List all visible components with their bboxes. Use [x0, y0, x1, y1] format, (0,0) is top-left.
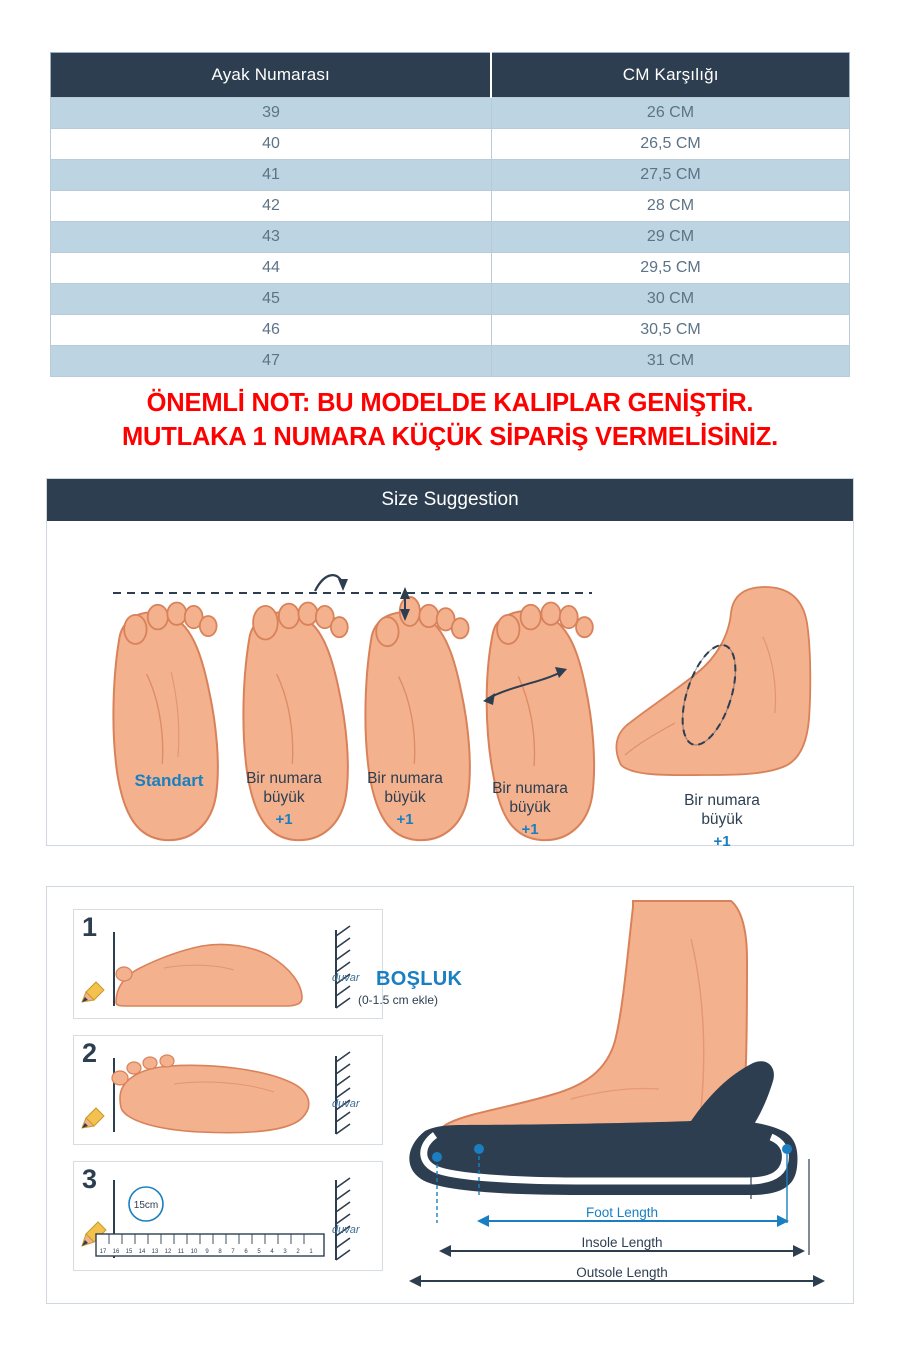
insole-length-label: Insole Length — [507, 1235, 737, 1250]
size-suggestion-title: Size Suggestion — [47, 479, 853, 521]
foot-side-instep — [616, 587, 810, 775]
svg-text:14: 14 — [138, 1249, 146, 1255]
gap-title: BOŞLUK — [376, 968, 463, 990]
foot-label-3-line1: Bir numara — [367, 770, 443, 787]
table-row — [51, 284, 850, 315]
foot-label-3 — [340, 769, 470, 829]
svg-text:13: 13 — [151, 1249, 159, 1255]
svg-text:2: 2 — [296, 1249, 300, 1255]
table-row — [51, 253, 850, 284]
cell-size: 47 — [51, 346, 492, 377]
svg-text:12: 12 — [164, 1249, 172, 1255]
foot-sole-view-2 — [120, 1065, 309, 1132]
ruler-badge-text: 15cm — [133, 1200, 159, 1211]
foot-label-5-plus: +1 — [713, 833, 731, 850]
svg-text:16: 16 — [112, 1249, 120, 1255]
step-3-diagram — [74, 1162, 382, 1270]
size-conversion-table — [50, 52, 850, 377]
cell-size: 43 — [51, 222, 492, 253]
gap-subtitle: (0-1.5 cm ekle) — [358, 993, 439, 1007]
cell-size: 45 — [51, 284, 492, 315]
foot-label-2-line2: büyük — [263, 789, 305, 806]
foot-label-2-line1: Bir numara — [246, 770, 322, 787]
table-row — [51, 346, 850, 377]
table-row — [51, 129, 850, 160]
table-header-row — [51, 53, 850, 98]
foot-label-2-plus: +1 — [275, 811, 293, 828]
foot-label-5 — [647, 791, 797, 851]
svg-text:9: 9 — [205, 1249, 209, 1255]
step-box-3 — [73, 1161, 383, 1271]
cell-size: 44 — [51, 253, 492, 284]
foot-label-4-plus: +1 — [521, 821, 539, 838]
svg-text:15: 15 — [125, 1249, 133, 1255]
svg-text:10: 10 — [190, 1249, 198, 1255]
table-row — [51, 315, 850, 346]
svg-text:7: 7 — [231, 1249, 235, 1255]
cell-cm: 30 CM — [491, 284, 849, 315]
toe-arrow — [315, 575, 343, 591]
cell-size: 42 — [51, 191, 492, 222]
cell-cm: 29 CM — [491, 222, 849, 253]
foot-label-5-line1: Bir numara — [684, 792, 760, 809]
cell-cm: 27,5 CM — [491, 160, 849, 191]
foot-label-4 — [465, 779, 595, 839]
cell-cm: 29,5 CM — [491, 253, 849, 284]
outsole-length-label: Outsole Length — [497, 1265, 747, 1280]
cell-cm: 28 CM — [491, 191, 849, 222]
step-number-3: 3 — [82, 1164, 98, 1194]
note-line-2: MUTLAKA 1 NUMARA KÜÇÜK SİPARİŞ VERMELİSİNİZ. — [121, 423, 779, 451]
svg-text:6: 6 — [244, 1249, 248, 1255]
pencil-icon — [82, 982, 104, 1002]
foot-label-5-line2: büyük — [701, 811, 743, 828]
foot-label-3-plus: +1 — [396, 811, 414, 828]
table-row — [51, 222, 850, 253]
step-box-1 — [73, 909, 383, 1019]
svg-text:1: 1 — [309, 1249, 313, 1255]
foot-length-label: Foot Length — [527, 1205, 717, 1220]
table-row — [51, 191, 850, 222]
step-2-diagram — [74, 1036, 382, 1144]
foot-label-3-line2: büyük — [384, 789, 426, 806]
size-suggestion-panel — [46, 478, 854, 850]
cell-cm: 26,5 CM — [491, 129, 849, 160]
foot-label-4-line2: büyük — [509, 799, 551, 816]
foot-label-4-line1: Bir numara — [492, 780, 568, 797]
svg-text:11: 11 — [177, 1249, 185, 1255]
foot-label-2 — [219, 769, 349, 829]
column-header-cm: CM Karşılığı — [491, 53, 849, 98]
step-number-1: 1 — [82, 912, 98, 942]
wall-label-2: duvar — [332, 1098, 360, 1110]
pencil-icon — [82, 1108, 104, 1128]
measurement-panel — [46, 886, 854, 1304]
table-row — [51, 98, 850, 129]
svg-text:8: 8 — [218, 1249, 222, 1255]
cell-size: 41 — [51, 160, 492, 191]
cell-cm: 31 CM — [491, 346, 849, 377]
svg-text:3: 3 — [283, 1249, 287, 1255]
cell-cm: 26 CM — [491, 98, 849, 129]
important-note — [0, 386, 900, 454]
cell-size: 39 — [51, 98, 492, 129]
cell-cm: 30,5 CM — [491, 315, 849, 346]
step-1-diagram — [74, 910, 382, 1018]
step-number-2: 2 — [82, 1038, 98, 1068]
cell-size: 40 — [51, 129, 492, 160]
foot-side-view-1 — [116, 944, 302, 1006]
foot-standard — [113, 603, 217, 841]
table-row — [51, 160, 850, 191]
foot-label-standard: Standart — [134, 771, 204, 790]
wall-label-3: duvar — [332, 1224, 360, 1236]
svg-text:4: 4 — [270, 1249, 274, 1255]
svg-text:17: 17 — [99, 1249, 107, 1255]
wall-label-1: duvar — [332, 972, 360, 984]
note-line-1: ÖNEMLİ NOT: BU MODELDE KALIPLAR GENİŞTİR. — [146, 389, 754, 417]
column-header-foot-number: Ayak Numarası — [51, 53, 492, 98]
cell-size: 46 — [51, 315, 492, 346]
step-box-2 — [73, 1035, 383, 1145]
feet-illustration-area — [47, 521, 853, 850]
svg-text:5: 5 — [257, 1249, 261, 1255]
